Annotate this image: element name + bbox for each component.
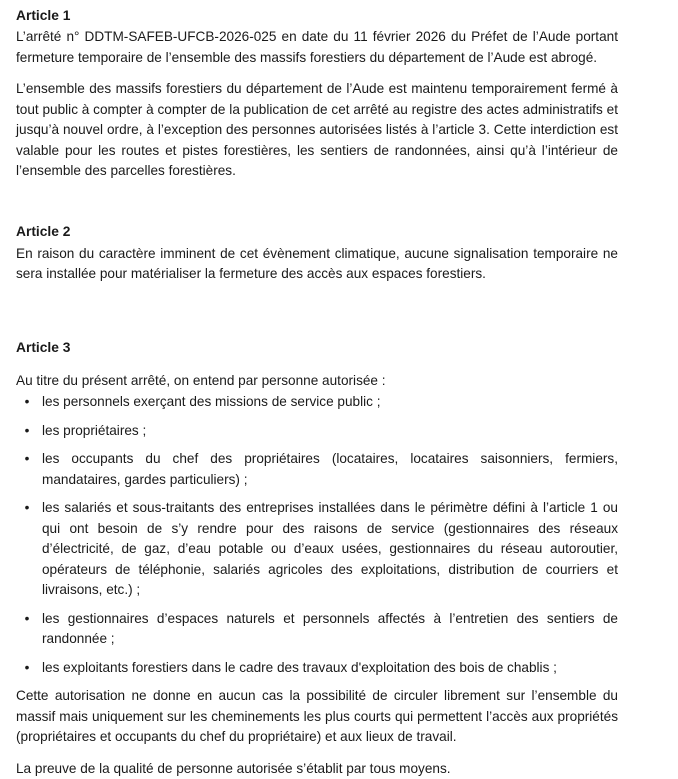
list-item [16,609,618,650]
list-item-text: les gestionnaires d’espaces naturels et personnels affectés à l’entretien des sentiers de randonnée ; [42,609,618,650]
list-item-text: les propriétaires ; [42,421,618,442]
article-3 [16,338,618,779]
document-page [16,0,618,779]
authorized-persons-list [16,392,618,678]
article-1-paragraph-1: L’arrêté n° DDTM-SAFEB-UFCB-2026-025 en date du 11 février 2026 du Préfet de l’Aude portant fermeture temporaire de l’ensemble des massifs forestiers du département de l’Aude est abrogé. [16,27,618,68]
list-item-text: les personnels exerçant des missions de service public ; [42,392,618,413]
bullet-icon: • [22,658,32,679]
article-2-heading: Article 2 [16,222,618,242]
article-2 [16,222,618,285]
article-1 [16,6,618,182]
bullet-icon: • [22,498,32,519]
article-3-intro: Au titre du présent arrêté, on entend par personne autorisée : [16,371,618,392]
bullet-icon: • [22,392,32,413]
list-item-text: les exploitants forestiers dans le cadre des travaux d'exploitation des bois de chablis ; [42,658,618,679]
bullet-icon: • [22,421,32,442]
article-1-paragraph-2: L’ensemble des massifs forestiers du département de l’Aude est maintenu temporairement fermé à tout public à compter à compter de la publication de cet arrêté au registre des actes administratifs et jusqu’à nouvel ordre, à l’exception des personnes autorisées listés à l’article 3. Cette interdiction est valable pour les routes et pistes forestières, les sentiers de randonnées, ainsi qu’à l’intérieur de l’ensemble des parcelles forestières. [16,79,618,182]
list-item [16,449,618,490]
list-item [16,658,618,679]
article-2-paragraph-1: En raison du caractère imminent de cet évènement climatique, aucune signalisation temporaire ne sera installée pour matérialiser la fermeture des accès aux espaces forestiers. [16,244,618,285]
list-item [16,421,618,442]
list-item [16,498,618,601]
article-3-restriction-paragraph: Cette autorisation ne donne en aucun cas la possibilité de circuler librement sur l’ensemble du massif mais uniquement sur les cheminements les plus courts qui permettent l’accès aux propriétés (propriétaires et occupants du chef du propriétaire) et aux lieux de travail. [16,686,618,748]
list-item-text: les salariés et sous-traitants des entreprises installées dans le périmètre défini à l’article 1 ou qui ont besoin de s’y rendre pour des raisons de service (gestionnaires des réseaux d’électricité, de gaz, d’eau potable ou d’eaux usées, gestionnaires du réseau autoroutier, opérateurs de téléphonie, salariés agricoles des exploitations, distribution de courriers et livraisons, etc.) ; [42,498,618,601]
list-item [16,392,618,413]
bullet-icon: • [22,449,32,470]
article-1-heading: Article 1 [16,6,618,26]
bullet-icon: • [22,609,32,630]
list-item-text: les occupants du chef des propriétaires (locataires, locataires saisonniers, fermiers, mandataires, gardes particuliers) ; [42,449,618,490]
article-3-proof-paragraph: La preuve de la qualité de personne autorisée s’établit par tous moyens. [16,759,618,779]
article-3-heading: Article 3 [16,338,618,358]
